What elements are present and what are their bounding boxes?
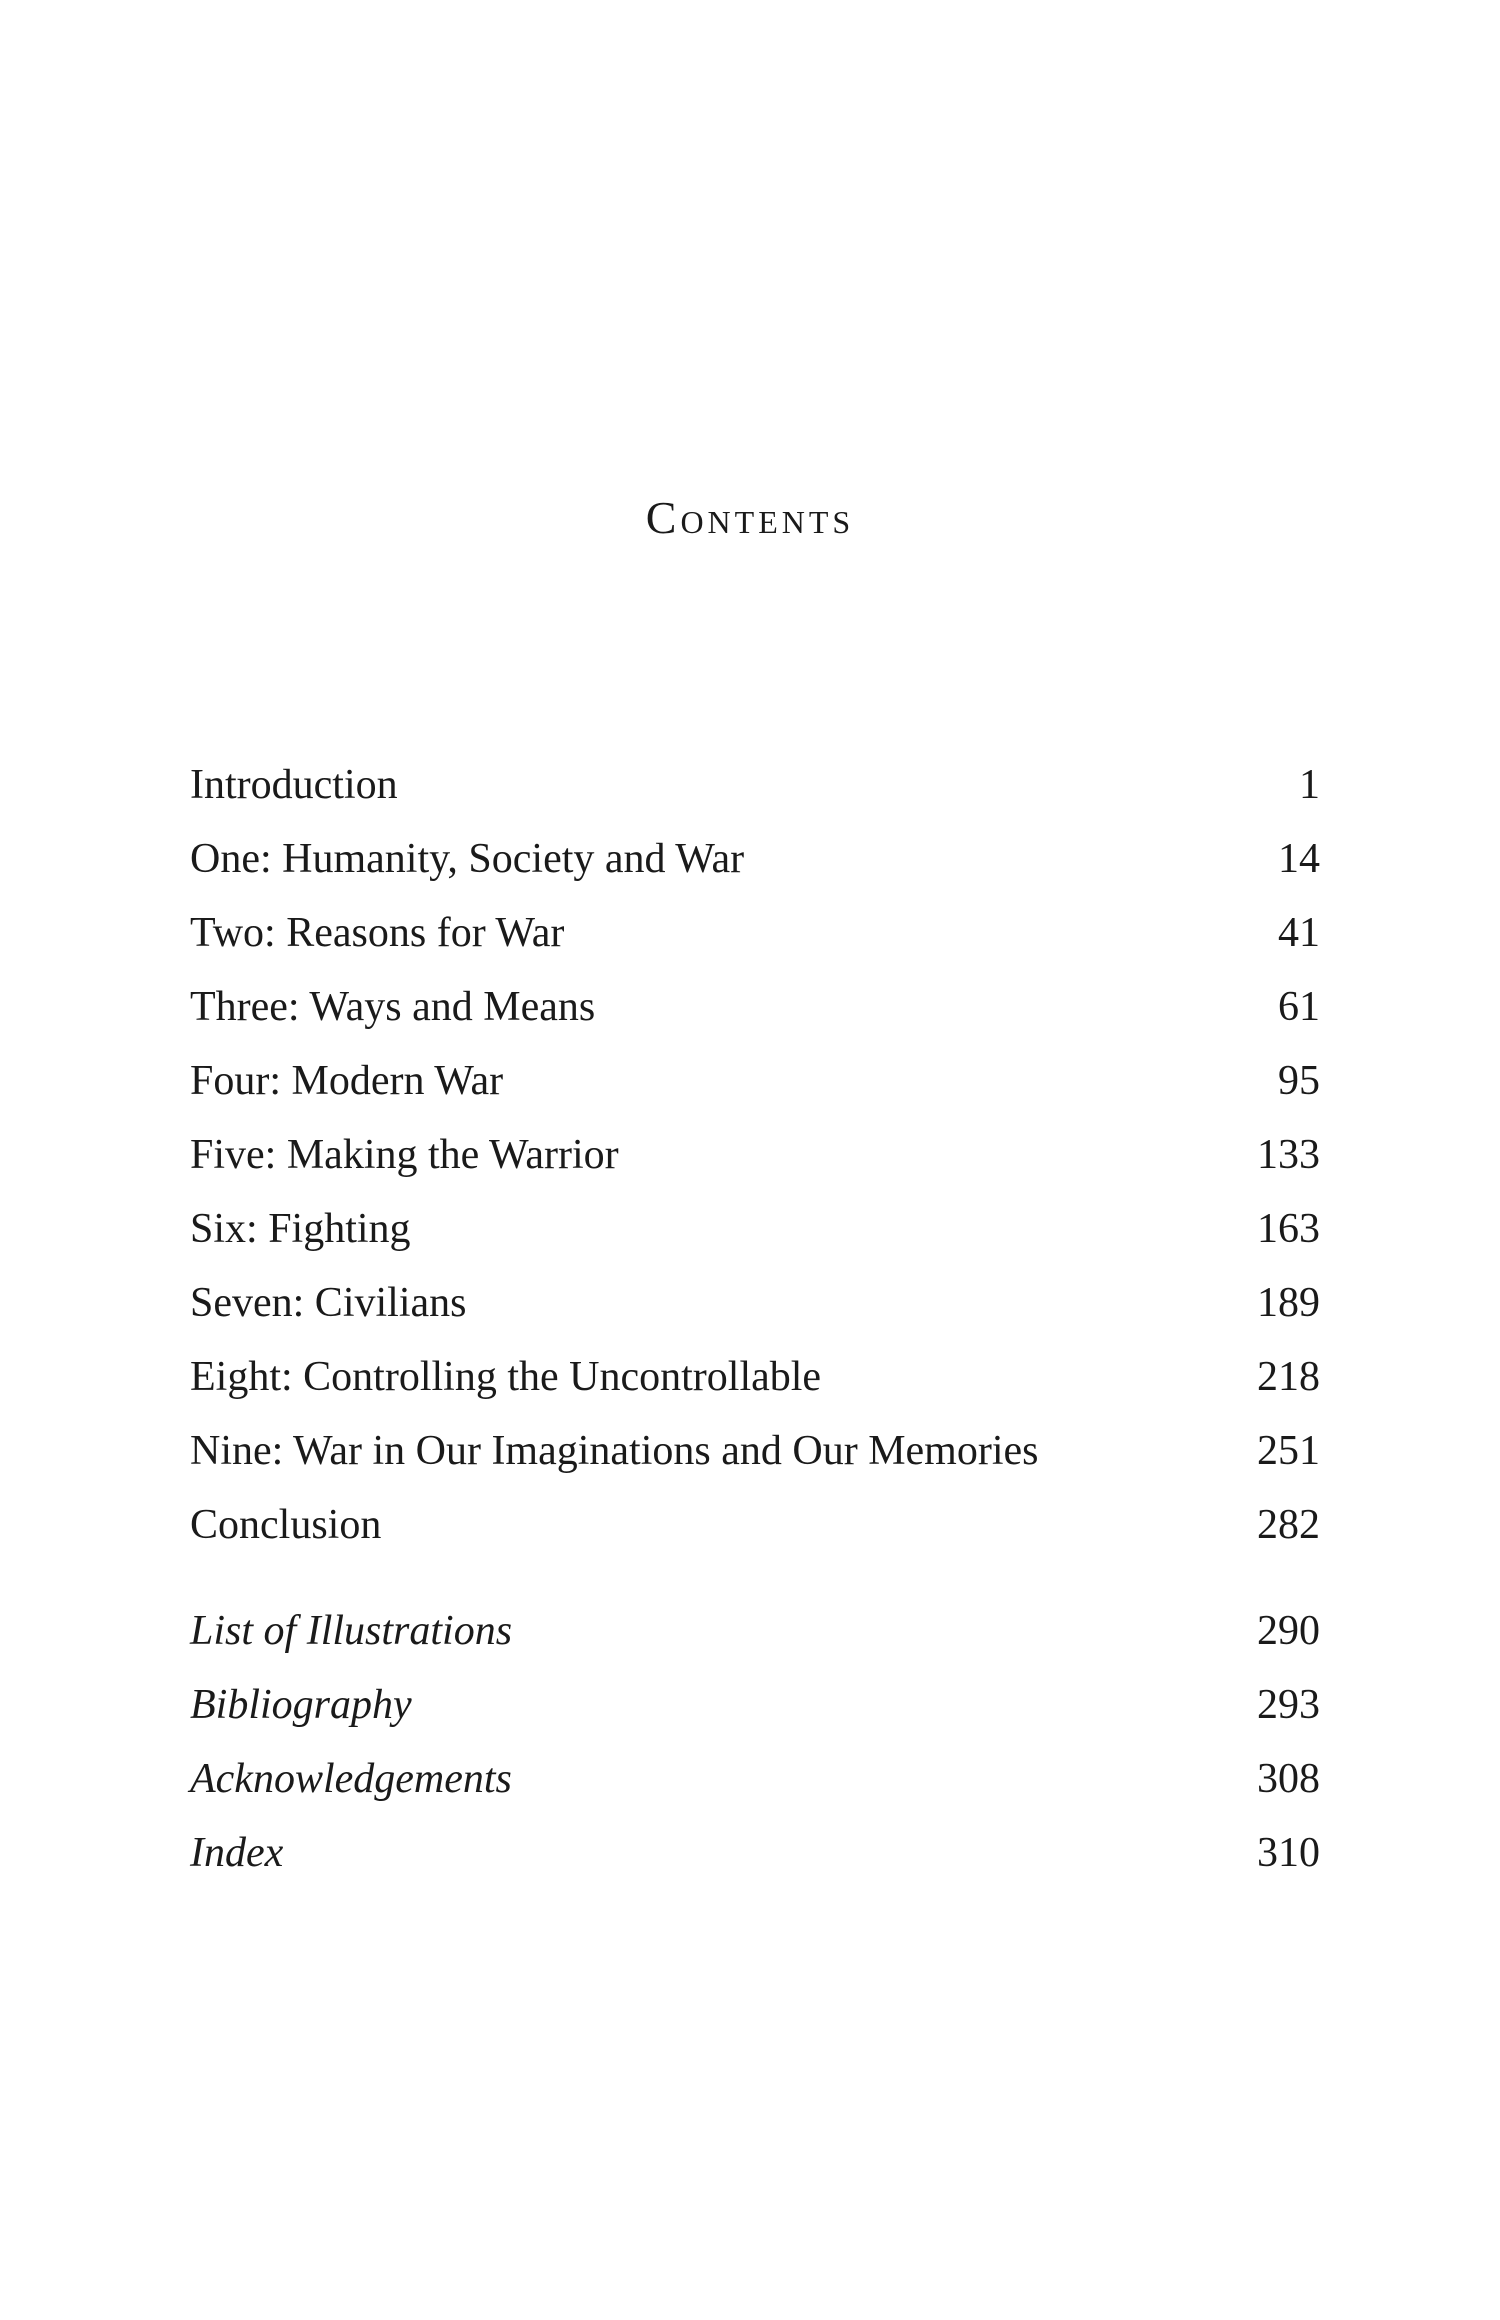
toc-entry-title: Six: Fighting <box>190 1206 411 1252</box>
toc-entry-title: Nine: War in Our Imaginations and Our Memories <box>190 1428 1039 1474</box>
toc-entry-title: Eight: Controlling the Uncontrollable <box>190 1354 822 1400</box>
toc-entry-page: 293 <box>1257 1682 1320 1728</box>
toc-entry <box>190 970 1320 1044</box>
toc-entry-title: Acknowledgements <box>190 1756 512 1802</box>
toc-entry-title: Introduction <box>190 762 398 808</box>
toc-entry-page: 189 <box>1257 1280 1320 1326</box>
toc-back-matter-entry <box>190 1816 1320 1890</box>
toc-entry <box>190 1118 1320 1192</box>
toc-back-matter-entry <box>190 1742 1320 1816</box>
toc-back-matter-entry <box>190 1668 1320 1742</box>
toc-entry-page: 61 <box>1278 984 1320 1030</box>
toc-entry-title: Index <box>190 1830 284 1876</box>
table-of-contents <box>190 748 1320 1890</box>
toc-entry-title: Conclusion <box>190 1502 382 1548</box>
toc-entry-title: One: Humanity, Society and War <box>190 836 745 882</box>
toc-entry-page: 251 <box>1257 1428 1320 1474</box>
toc-entry <box>190 1192 1320 1266</box>
toc-entry <box>190 822 1320 896</box>
toc-entry-page: 282 <box>1257 1502 1320 1548</box>
toc-entry-page: 95 <box>1278 1058 1320 1104</box>
toc-entry-page: 308 <box>1257 1756 1320 1802</box>
toc-entry-title: Bibliography <box>190 1682 412 1728</box>
toc-entry-title: Four: Modern War <box>190 1058 504 1104</box>
toc-entry-page: 310 <box>1257 1830 1320 1876</box>
toc-entry <box>190 896 1320 970</box>
toc-entry <box>190 1414 1320 1488</box>
toc-entry-page: 218 <box>1257 1354 1320 1400</box>
toc-entry-page: 1 <box>1299 762 1320 808</box>
toc-entry-title: List of Illustrations <box>190 1608 513 1654</box>
toc-entry <box>190 1266 1320 1340</box>
toc-entry <box>190 1488 1320 1562</box>
toc-entry-page: 163 <box>1257 1206 1320 1252</box>
toc-entry-page: 133 <box>1257 1132 1320 1178</box>
toc-entry <box>190 1044 1320 1118</box>
toc-entry-page: 41 <box>1278 910 1320 956</box>
toc-entry-title: Three: Ways and Means <box>190 984 596 1030</box>
toc-entry-title: Five: Making the Warrior <box>190 1132 619 1178</box>
toc-entry-title: Two: Reasons for War <box>190 910 565 956</box>
section-gap <box>190 1562 1320 1594</box>
toc-entry-page: 290 <box>1257 1608 1320 1654</box>
toc-entry <box>190 1340 1320 1414</box>
toc-back-matter-entry <box>190 1594 1320 1668</box>
toc-entry <box>190 748 1320 822</box>
contents-heading: Contents <box>645 492 855 543</box>
toc-entry-page: 14 <box>1278 836 1320 882</box>
toc-entry-title: Seven: Civilians <box>190 1280 467 1326</box>
